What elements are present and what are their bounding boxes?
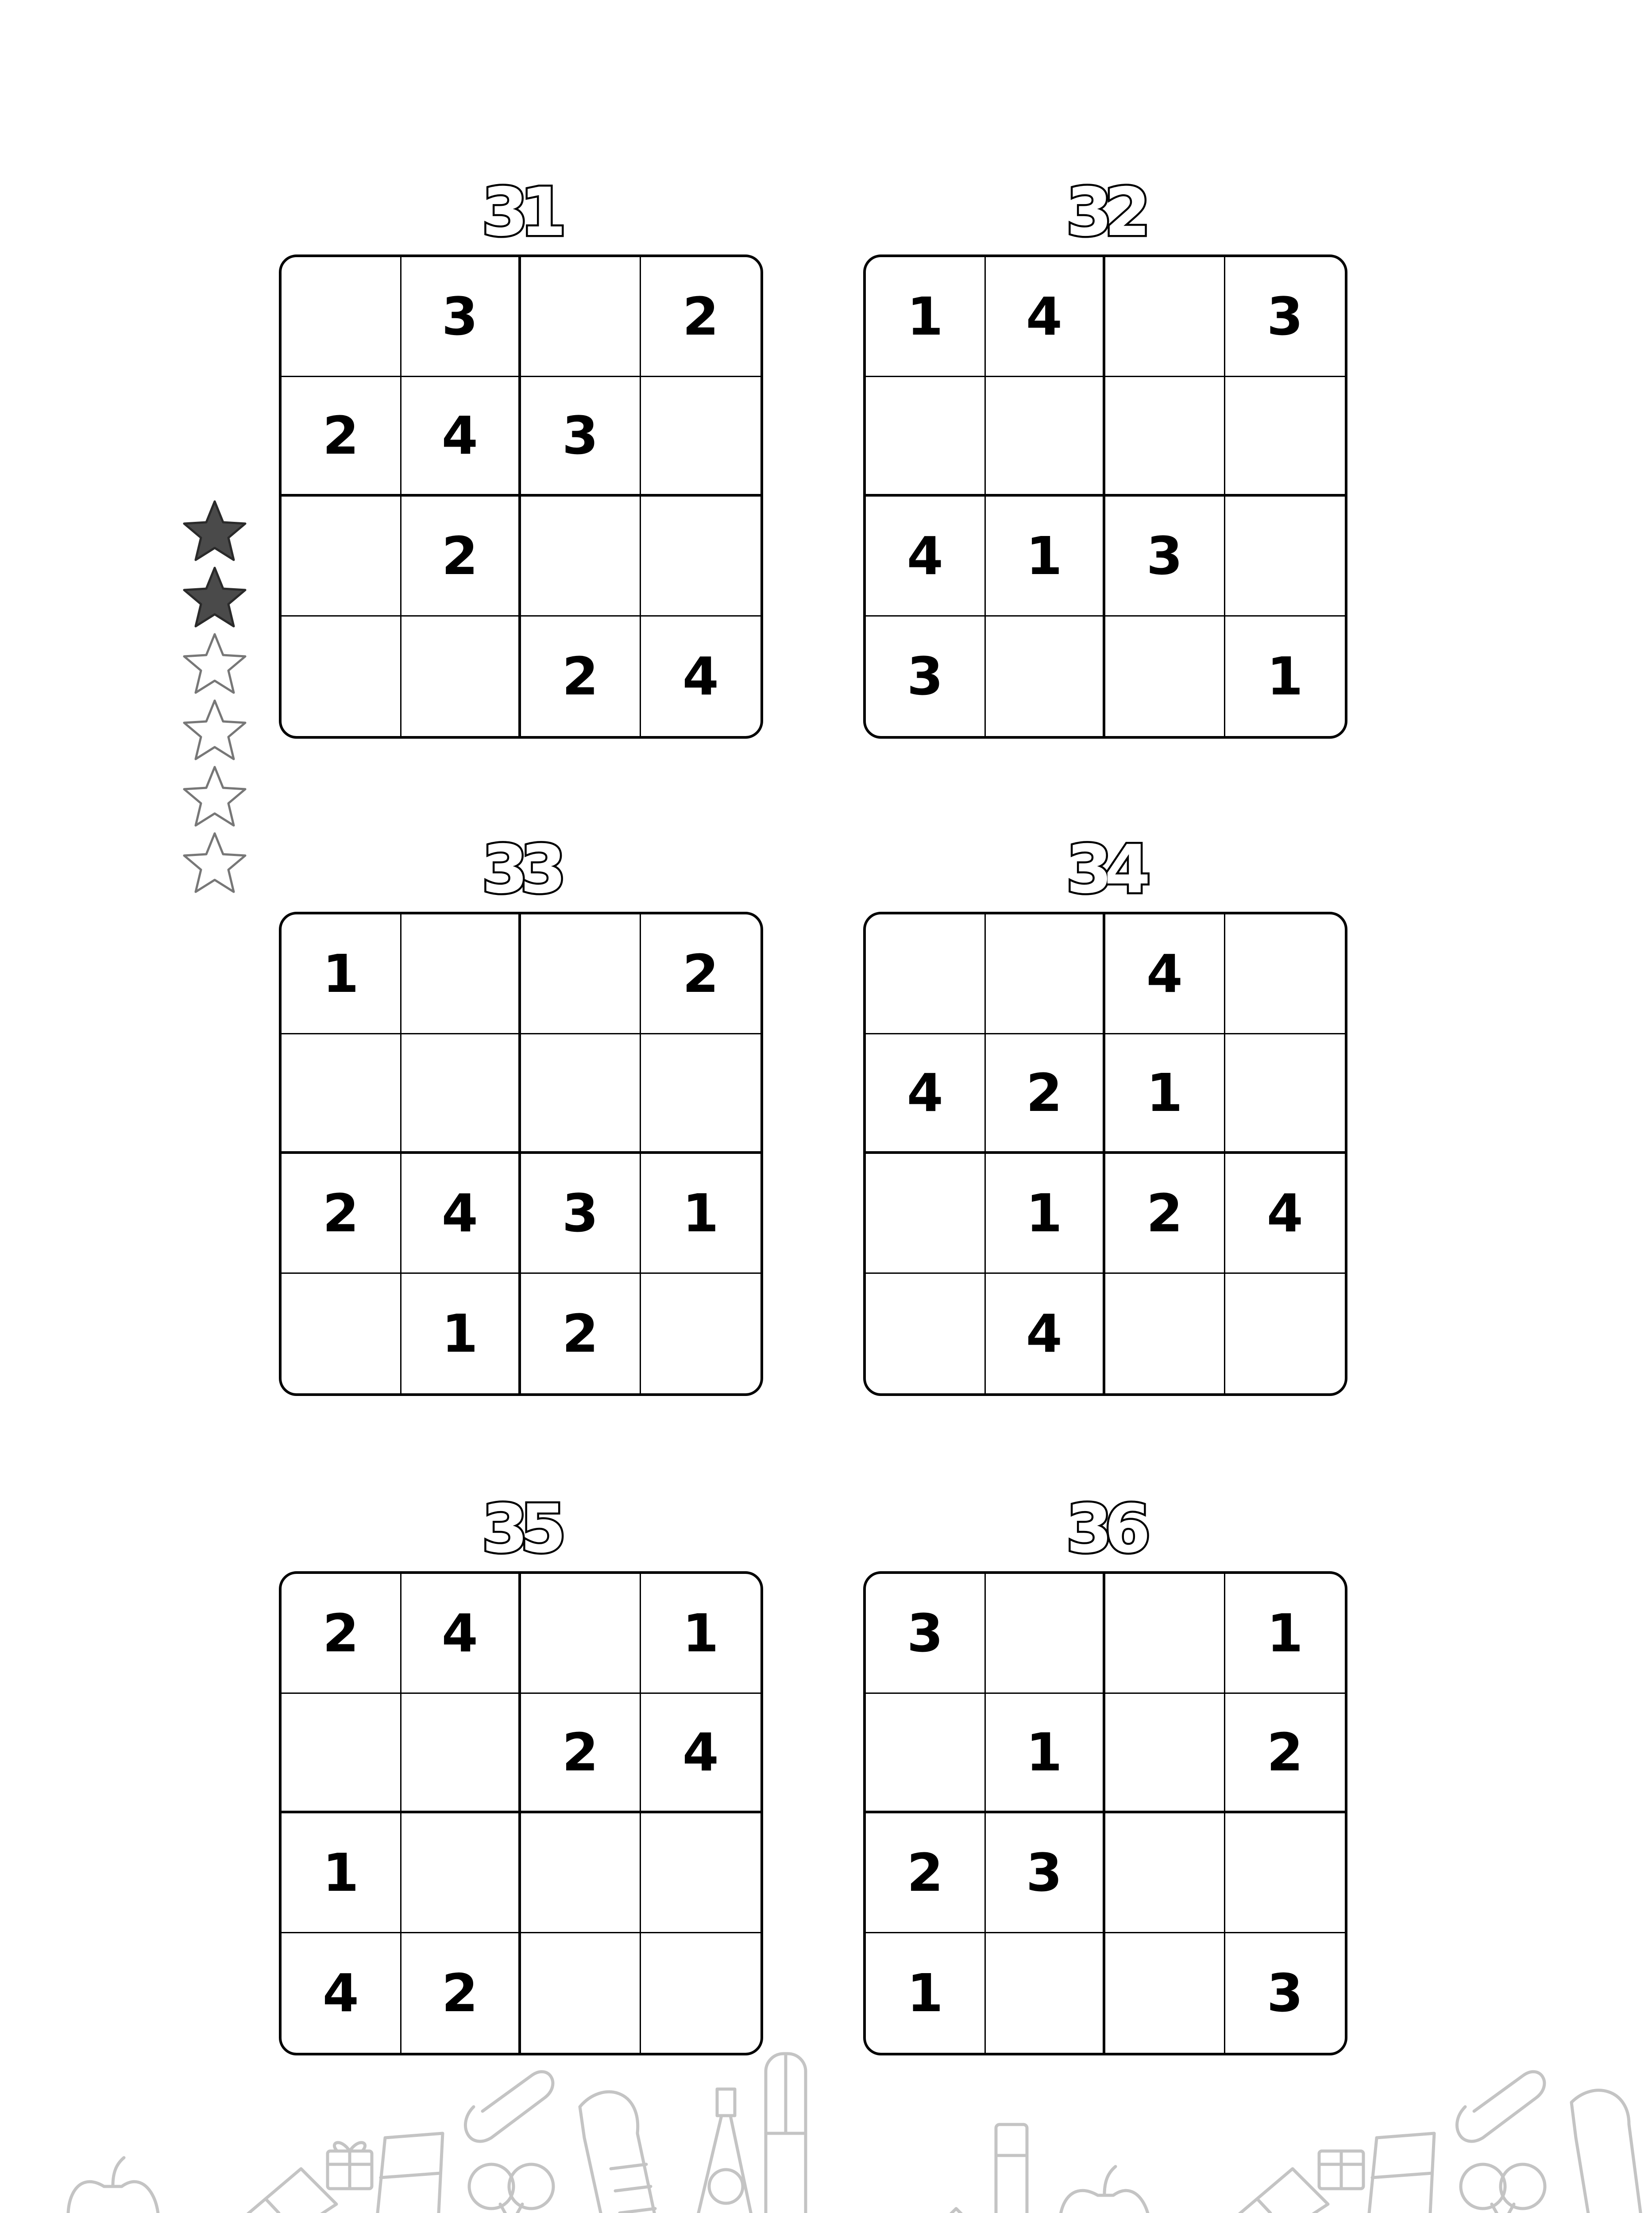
apple-icon [1060, 2167, 1150, 2213]
given-cell: 2 [401, 497, 521, 617]
given-cell: 1 [986, 1694, 1106, 1814]
compass-icon [682, 2089, 766, 2213]
given-cell: 2 [866, 1813, 986, 1933]
empty-cell[interactable] [866, 1694, 986, 1814]
star-filled-icon [181, 498, 248, 564]
given-cell: 1 [641, 1574, 761, 1694]
given-cell: 2 [401, 1933, 521, 2053]
pen-icon [766, 2054, 806, 2213]
empty-cell[interactable] [986, 1933, 1106, 2053]
sudoku-grid [863, 912, 1347, 1396]
given-cell: 1 [866, 257, 986, 377]
cutter-icon [1571, 2090, 1652, 2213]
empty-cell[interactable] [1105, 377, 1225, 497]
empty-cell[interactable] [641, 1933, 761, 2053]
gift-icon [1319, 2151, 1363, 2189]
gift-icon [328, 2143, 372, 2189]
empty-cell[interactable] [866, 1154, 986, 1274]
given-cell: 4 [682, 645, 719, 707]
given-cell: 3 [1266, 1962, 1303, 2024]
empty-cell[interactable] [1105, 1694, 1225, 1814]
given-cell: 1 [401, 1274, 521, 1394]
given-cell: 3 [401, 257, 521, 377]
given-cell: 2 [282, 1154, 401, 1274]
empty-cell[interactable] [282, 497, 401, 617]
school-supplies-decoration [0, 2036, 1652, 2213]
sudoku-puzzle [863, 831, 1346, 1396]
empty-cell[interactable] [641, 1813, 761, 1933]
given-cell: 1 [1225, 1574, 1345, 1694]
sudoku-grid [279, 254, 763, 739]
sudoku-puzzle [863, 1491, 1346, 2055]
given-cell: 1 [986, 1154, 1106, 1274]
given-cell: 1 [282, 1813, 401, 1933]
empty-cell[interactable] [1105, 1574, 1225, 1694]
sudoku-puzzle [863, 174, 1346, 739]
star-empty-icon [181, 697, 248, 763]
empty-cell[interactable] [1105, 257, 1225, 377]
puzzle-number: 35 [482, 1491, 559, 1568]
given-cell: 2 [282, 1574, 401, 1694]
paperclip-icon [465, 2072, 553, 2213]
empty-cell[interactable] [1225, 497, 1345, 617]
given-cell: 4 [1105, 914, 1225, 1034]
given-cell: 3 [1105, 497, 1225, 617]
given-cell: 1 [641, 1154, 761, 1274]
sudoku-puzzle [279, 1491, 761, 2055]
empty-cell[interactable] [1105, 1813, 1225, 1933]
empty-cell[interactable] [1225, 1034, 1345, 1154]
given-cell: 2 [641, 914, 761, 1034]
puzzle-number: 31 [482, 174, 559, 251]
sudoku-grid [863, 254, 1347, 739]
apple-icon [68, 2158, 158, 2213]
given-cell: 4 [641, 1694, 761, 1814]
empty-cell[interactable] [641, 1274, 761, 1394]
given-cell: 4 [401, 1154, 521, 1274]
empty-cell[interactable] [1225, 914, 1345, 1034]
given-cell: 4 [1225, 1154, 1345, 1274]
empty-cell[interactable] [401, 1813, 521, 1933]
empty-cell[interactable] [282, 1034, 401, 1154]
given-cell: 1 [1266, 645, 1303, 707]
empty-cell[interactable] [282, 257, 401, 377]
empty-cell[interactable] [282, 1694, 401, 1814]
sudoku-puzzle [279, 174, 761, 739]
empty-cell[interactable] [401, 1034, 521, 1154]
empty-cell[interactable] [521, 1034, 641, 1154]
given-cell: 2 [521, 1274, 641, 1394]
empty-cell[interactable] [866, 1274, 986, 1394]
empty-cell[interactable] [282, 1274, 401, 1394]
empty-cell[interactable] [641, 497, 761, 617]
empty-cell[interactable] [641, 1034, 761, 1154]
empty-cell[interactable] [521, 497, 641, 617]
given-cell: 3 [986, 1813, 1106, 1933]
empty-cell[interactable] [521, 1574, 641, 1694]
empty-cell[interactable] [1225, 377, 1345, 497]
sudoku-grid [863, 1571, 1347, 2055]
given-cell: 4 [282, 1933, 401, 2053]
given-cell: 2 [641, 257, 761, 377]
given-cell: 3 [866, 617, 986, 736]
empty-cell[interactable] [866, 914, 986, 1034]
given-cell: 2 [282, 377, 401, 497]
eraser-icon [1368, 2133, 1434, 2213]
empty-cell[interactable] [521, 914, 641, 1034]
scissors-icon [1457, 2072, 1545, 2213]
given-cell: 4 [401, 377, 521, 497]
puzzle-number: 32 [1066, 174, 1143, 251]
given-cell: 1 [282, 914, 401, 1034]
given-cell: 1 [866, 1933, 986, 2053]
empty-cell[interactable] [521, 1933, 641, 2053]
empty-cell[interactable] [986, 914, 1106, 1034]
empty-cell[interactable] [986, 377, 1106, 497]
empty-cell[interactable] [1225, 1813, 1345, 1933]
given-cell: 3 [521, 1154, 641, 1274]
puzzle-number: 36 [1066, 1491, 1143, 1568]
given-cell: 2 [986, 1034, 1106, 1154]
given-cell: 2 [521, 1694, 641, 1814]
empty-cell[interactable] [866, 377, 986, 497]
empty-cell[interactable] [1105, 1274, 1225, 1394]
sudoku-puzzle [279, 831, 761, 1396]
difficulty-rating [181, 498, 252, 896]
empty-cell[interactable] [401, 914, 521, 1034]
empty-cell[interactable] [401, 617, 521, 736]
ruler-icon [1138, 2169, 1328, 2213]
empty-cell[interactable] [986, 617, 1106, 736]
empty-cell[interactable] [1225, 1274, 1345, 1394]
cutter-icon [580, 2092, 673, 2213]
sudoku-grid [279, 1571, 763, 2055]
given-cell: 2 [1225, 1694, 1345, 1814]
given-cell: 4 [986, 257, 1106, 377]
star-filled-icon [181, 564, 248, 631]
given-cell: 4 [866, 497, 986, 617]
empty-cell[interactable] [1105, 617, 1225, 736]
puzzle-number: 33 [482, 831, 559, 908]
empty-cell[interactable] [282, 617, 401, 736]
empty-cell[interactable] [1105, 1933, 1225, 2053]
given-cell: 1 [986, 497, 1106, 617]
given-cell: 3 [866, 1574, 986, 1694]
empty-cell[interactable] [401, 1694, 521, 1814]
given-cell: 1 [1105, 1034, 1225, 1154]
given-cell: 2 [1105, 1154, 1225, 1274]
eraser-icon [376, 2133, 443, 2213]
empty-cell[interactable] [521, 1813, 641, 1933]
sudoku-grid [279, 912, 763, 1396]
star-empty-icon [181, 830, 248, 896]
given-cell: 3 [1225, 257, 1345, 377]
empty-cell[interactable] [521, 257, 641, 377]
star-empty-icon [181, 631, 248, 697]
empty-cell[interactable] [641, 377, 761, 497]
given-cell: 4 [401, 1574, 521, 1694]
ruler-icon [146, 2169, 336, 2213]
star-empty-icon [181, 763, 248, 830]
ruler-icon [863, 2209, 987, 2213]
puzzle-number: 34 [1066, 831, 1143, 908]
empty-cell[interactable] [986, 1574, 1106, 1694]
given-cell: 3 [521, 377, 641, 497]
glue-stick-icon [996, 2124, 1027, 2213]
given-cell: 4 [986, 1274, 1106, 1394]
given-cell: 4 [866, 1034, 986, 1154]
given-cell: 2 [521, 617, 641, 736]
